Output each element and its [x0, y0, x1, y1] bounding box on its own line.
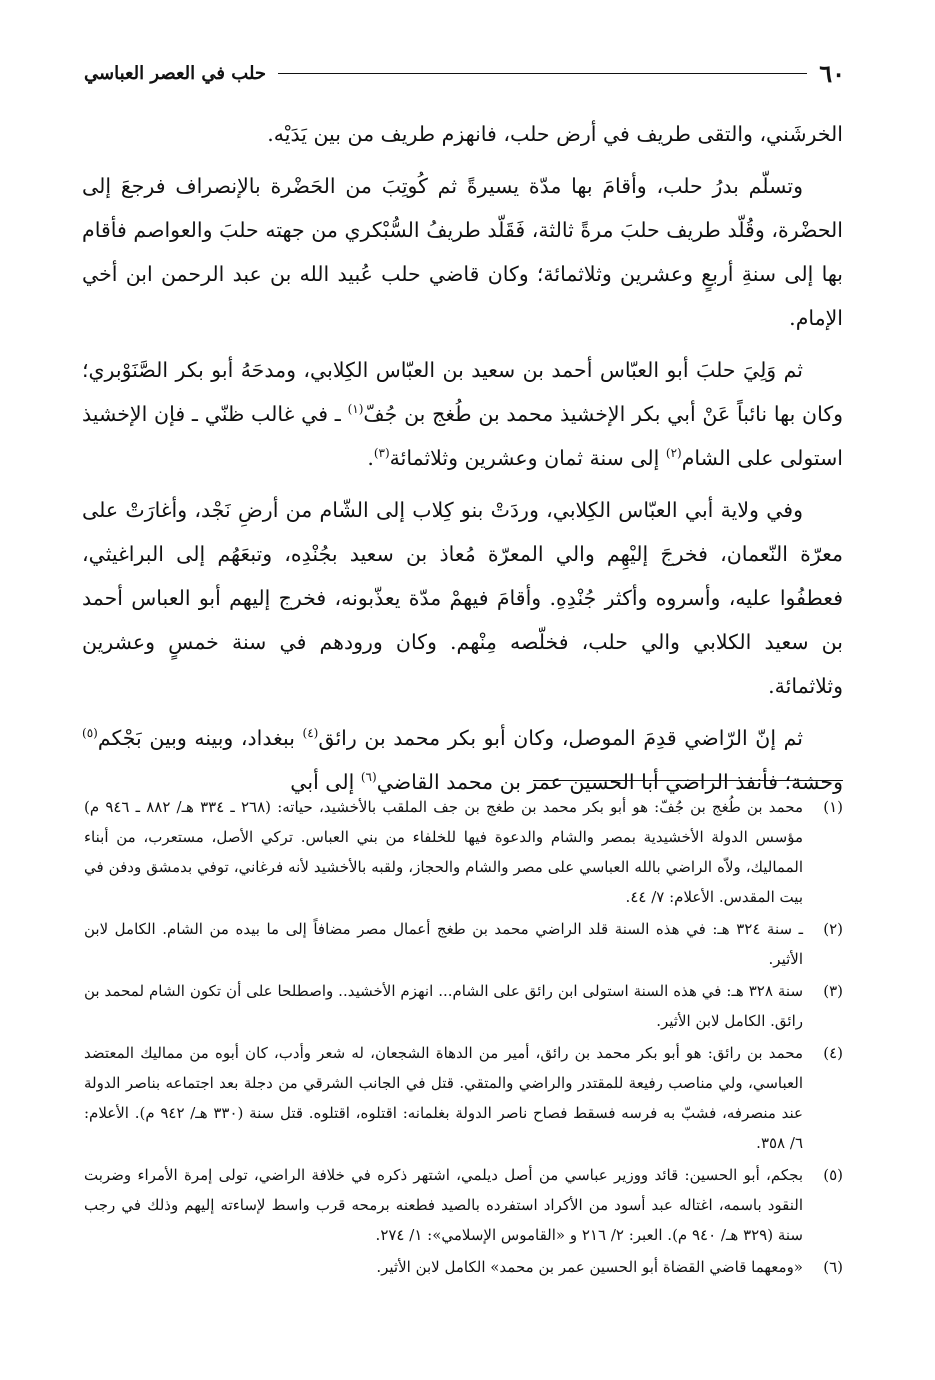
paragraph-text: وفي ولاية أبي العبّاس الكِلابي، وردَتْ بنو كِلاب إلى الشّام من أرضِ نَجْد، وأغارَتْ على معرّة النّعمان، فخرجَ إليْهِم والي المعرّة مُعاذ بن سعيد بجُنْدِه، وتبعَهُم إلى البراغيثي، فعطفُوا عليه، وأسروه وأكثر جُنْدِهِ. وأقامَ فيهمْ مدّة يعذّبونه، فخرج إليهم أبو العباس أحمد بن سعيد الكلابي والي حلب، فخلّصه مِنْهم. وكان ورودهم في سنة خمسٍ وعشرين وثلاثمائة.: [82, 498, 843, 698]
paragraph: [82, 488, 843, 708]
paragraph-text: ـ في غالب ظنّي ـ فإن الإخشيذ استولى على الشام: [82, 402, 843, 470]
footnote: [84, 976, 843, 1036]
footnote-marker[interactable]: (٦): [360, 770, 377, 785]
footnote-number: (٣): [823, 982, 843, 1000]
footnote-number: (٥): [823, 1166, 843, 1184]
main-text: [82, 112, 843, 812]
paragraph-text: ببغداد، وبينه وبين بَجْكم: [97, 726, 303, 750]
footnote-text: محمد بن طُغج بن جُفّ: هو أبو بكر محمد بن طغج بن جف الملقب بالأخشيد، حياته: (٢٦٨ ـ ٣٣٤ هـ/ ٨٨٢ ـ ٩٤٦ م) مؤسس الدولة الأخشيدية بمصر والشام والدعوة فيها للخلفاء من بني العباس. تركي الأصل، مستعرب، من أبناء المماليك، ولاّه الراضي بالله العباسي على مصر والشام والحجاز، ولقبه بالأخشيد لأنه فرغاني، توفي بدمشق ودفن في بيت المقدس. الأعلام: ٧/ ٤٤.: [84, 798, 803, 906]
footnote: [84, 1038, 843, 1158]
footnote-text: «ومعهما قاضي القضاة أبو الحسين عمر بن محمد» الكامل لابن الأثير.: [376, 1258, 803, 1276]
header-rule: [278, 73, 807, 74]
footnote-text: ـ سنة ٣٢٤ هـ: في هذه السنة قلد الراضي محمد بن طغج أعمال مصر مضافاً إلى ما بيده من الشام. الكامل لابن الأثير.: [84, 920, 803, 968]
paragraph-text: إلى سنة ثمان وعشرين وثلاثمائة: [389, 446, 666, 470]
paragraph-text: إلى أبي: [290, 770, 361, 794]
paragraph: [82, 348, 843, 480]
footnote-separator: [533, 780, 843, 781]
page-header: [84, 56, 845, 90]
footnote-marker[interactable]: (٥): [82, 726, 98, 741]
footnotes: [84, 792, 843, 1284]
paragraph: [82, 164, 843, 340]
footnote-marker[interactable]: (٣): [373, 446, 390, 461]
footnote-marker[interactable]: (١): [347, 402, 364, 417]
footnote-marker[interactable]: (٢): [665, 446, 682, 461]
footnote-text: محمد بن رائق: هو أبو بكر محمد بن رائق، أمير من الدهاة الشجعان، له شعر وأدب، كان أبوه من مماليك المعتضد العباسي، ولي مناصب رفيعة للمقتدر والراضي والمتقي. قتل في الجانب الشرقي من دجلة بعد اجتماعه بناصر الدولة عند منصرفه، فشبّ به فرسه فسقط فصاح ناصر الدولة بغلمانه: اقتلوه، اقتلوه. قتل سنة (٣٣٠ هـ/ ٩٤٢ م). الأعلام: ٦/ ٣٥٨.: [84, 1044, 803, 1152]
footnote-text: سنة ٣٢٨ هـ: في هذه السنة استولى ابن رائق على الشام... انهزم الأخشيد.. واصطلحا على أن تكون الشام لمحمد بن رائق. الكامل لابن الأثير.: [84, 982, 804, 1030]
footnote-number: (٦): [823, 1258, 843, 1276]
paragraph: [82, 112, 843, 156]
page-number: ٦٠: [819, 58, 845, 88]
running-title: حلب في العصر العباسي: [84, 62, 267, 84]
footnote: [84, 792, 843, 912]
paragraph: [82, 716, 843, 804]
footnote-marker[interactable]: (٤): [302, 726, 319, 741]
footnote-number: (٢): [823, 920, 843, 938]
paragraph-text: .: [367, 446, 374, 470]
paragraph-text: وحشة؛ فأنفذ الراضي أبا الحسين عمر بن محمد القاضي: [376, 770, 843, 794]
footnote: [84, 914, 843, 974]
paragraph-text: الخرشَني، والتقى طريف في أرض حلب، فانهزم طريف من بين يَدَيْه.: [267, 122, 843, 146]
footnote-text: بجكم، أبو الحسين: قائد ووزير عباسي من أصل ديلمي، اشتهر ذكره في خلافة الراضي، تولى إمرة الأمراء وضربت النقود باسمه، اغتاله عبد أسود من الأكراد استفرده بالصيد فطعنه برمحه قرب واسط لإساءته إليهم وذلك في رجب سنة (٣٢٩ هـ/ ٩٤٠ م). العبر: ٢/ ٢١٦ و «القاموس الإسلامي»: ١/ ٢٧٤.: [84, 1166, 803, 1244]
footnote-number: (٤): [823, 1044, 843, 1062]
paragraph-text: ثم وَلِيَ حلبَ أبو العبّاس أحمد بن سعيد بن العبّاس الكِلابي، ومدحَهُ أبو بكر الصَّنَوْبري؛ وكان بها نائباً عَنْ أبي بكر الإخشيذ محمد بن طُغج بن جُفّ: [82, 358, 843, 426]
footnote: [84, 1252, 843, 1282]
paragraph-text: وتسلّم بدرُ حلب، وأقامَ بها مدّة يسيرةً ثم كُوتِبَ من الحَضْرة بالإنصراف فرجعَ إلى الحضْرة، وقُلّد طريف حلبَ مرةً ثالثة، فَقَلّد طريفُ السُّبْكري من جهته حلبَ والعواصم فأقام بها إلى سنةِ أربعٍ وعشرين وثلاثمائة؛ وكان قاضي حلب عُبيد الله بن عبد الرحمن ابن أخي الإمام.: [82, 174, 843, 330]
footnote-number: (١): [823, 798, 843, 816]
paragraph-text: ثم إنّ الرّاضي قدِمَ الموصل، وكان أبو بكر محمد بن رائق: [318, 726, 803, 750]
footnote: [84, 1160, 843, 1250]
